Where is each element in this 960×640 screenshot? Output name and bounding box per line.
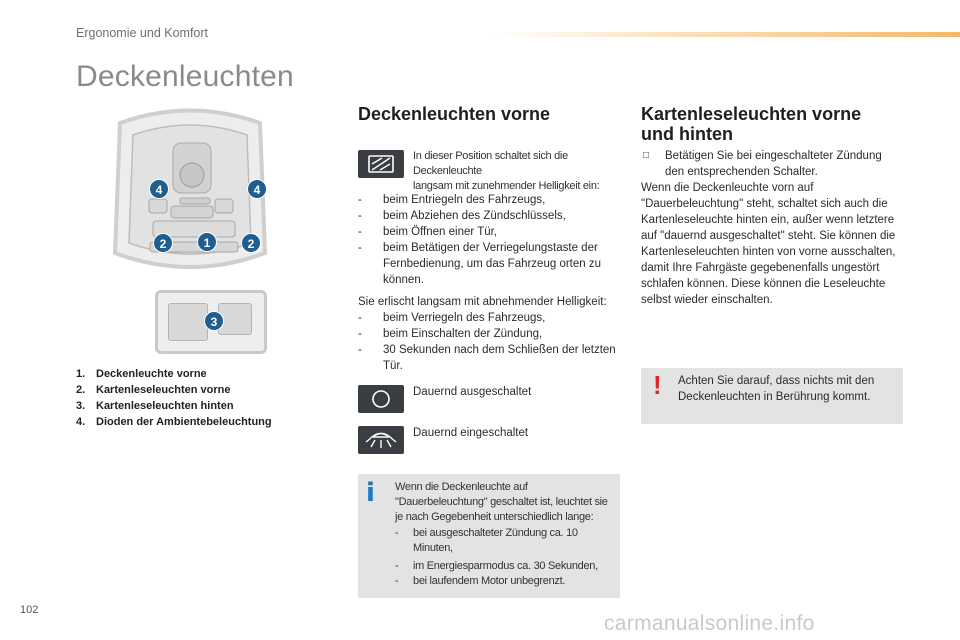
console-diagram: [105, 103, 275, 278]
off-mode-icon: [358, 385, 404, 413]
header-accent-bar: [490, 32, 960, 37]
rear-lens: [168, 303, 208, 341]
badge-4-left: 4: [149, 179, 169, 199]
badge-2-right: 2: [241, 233, 261, 253]
list-item: - bei laufendem Motor unbegrenzt.: [395, 575, 566, 587]
info-icon: i: [366, 478, 375, 508]
page-number: 102: [20, 604, 39, 616]
off-conditions-list: [358, 310, 620, 374]
list-item: - 30 Sekunden nach dem Schließen der letzten Tür.: [358, 344, 616, 372]
door-mode-note: In dieser Position schaltet sich die Deckenleuchte langsam mit zunehmender Helligkeit ein:: [413, 150, 600, 192]
badge-1: 1: [197, 232, 217, 252]
list-item: - beim Einschalten der Zündung,: [358, 328, 543, 340]
on-conditions-list: [358, 192, 620, 288]
on-mode-icon: [358, 426, 404, 454]
info-text: Wenn die Deckenleuchte auf "Dauerbeleuchtung" geschaltet ist, leuchtet sie je nach Gegebenheit unterschiedlich lange: - bei ausgeschalteter Zündung ca. 10 Minuten, - im Energiesparmodus ca. 30 Sekunden, - bei laufendem Motor unbegrenzt.: [395, 480, 617, 589]
door-mode-icon: [358, 150, 404, 178]
legend-item-3: 3. Kartenleseleuchten hinten: [76, 400, 234, 412]
always-on-label: Dauernd eingeschaltet: [413, 427, 529, 439]
diagram-legend: [76, 366, 272, 430]
list-item: - beim Entriegeln des Fahrzeugs,: [358, 194, 546, 206]
badge-4-right: 4: [247, 179, 267, 199]
always-off-label: Dauernd ausgeschaltet: [413, 386, 532, 398]
list-item: - beim Verriegeln des Fahrzeugs,: [358, 312, 546, 324]
list-item: - beim Betätigen der Verriegelungstaste der Fernbedienung, um das Fahrzeug orten zu können.: [358, 242, 601, 286]
legend-item-1: 1. Deckenleuchte vorne: [76, 368, 207, 380]
list-item: - beim Öffnen einer Tür,: [358, 226, 498, 238]
reading-light-instruction: [641, 148, 903, 308]
page-title: Deckenleuchten: [76, 60, 294, 93]
legend-item-4: 4. Dioden der Ambientebeleuchtung: [76, 416, 272, 428]
section-title-reading-lights: Kartenleseleuchten vorne und hinten: [641, 104, 862, 144]
rear-light-diagram: [155, 290, 267, 354]
bullet-item: □ Betätigen Sie bei eingeschalteter Zündung den entsprechenden Schalter.: [643, 150, 882, 178]
list-item: - bei ausgeschalteter Zündung ca. 10 Minuten,: [395, 527, 578, 554]
warning-text: Achten Sie darauf, dass nichts mit den Deckenleuchten in Berührung kommt.: [678, 375, 875, 403]
off-intro: Sie erlischt langsam mit abnehmender Helligkeit:: [358, 296, 607, 308]
list-item: - beim Abziehen des Zündschlüssels,: [358, 210, 566, 222]
watermark: carmanualsonline.info: [604, 612, 815, 635]
section-header: Ergonomie und Komfort: [76, 26, 209, 40]
badge-2-left: 2: [153, 233, 173, 253]
info-box: [358, 474, 620, 598]
warning-box: [641, 368, 903, 424]
list-item: - im Energiesparmodus ca. 30 Sekunden,: [395, 560, 598, 572]
reading-light-paragraph: Wenn die Deckenleuchte vorn auf "Dauerbeleuchtung" steht, schaltet sich auch die Kartenleseleuchte hinten ein, außer wenn letztere auf "dauernd ausgeschaltet" steht. Sie können die Kartenleseleuchten hinten von vorne ausschalten, damit Ihre Fahrgäste gegebenenfalls ungestört schlafen können. Diese können die Leseleuchte selbst wieder einschalten.: [641, 182, 896, 306]
legend-item-2: 2. Kartenleseleuchten vorne: [76, 384, 231, 396]
badge-3: 3: [204, 311, 224, 331]
section-title-front-lights: Deckenleuchten vorne: [358, 104, 551, 124]
warning-icon: !: [653, 370, 662, 400]
checkbox-bullet-icon: □: [643, 150, 650, 161]
